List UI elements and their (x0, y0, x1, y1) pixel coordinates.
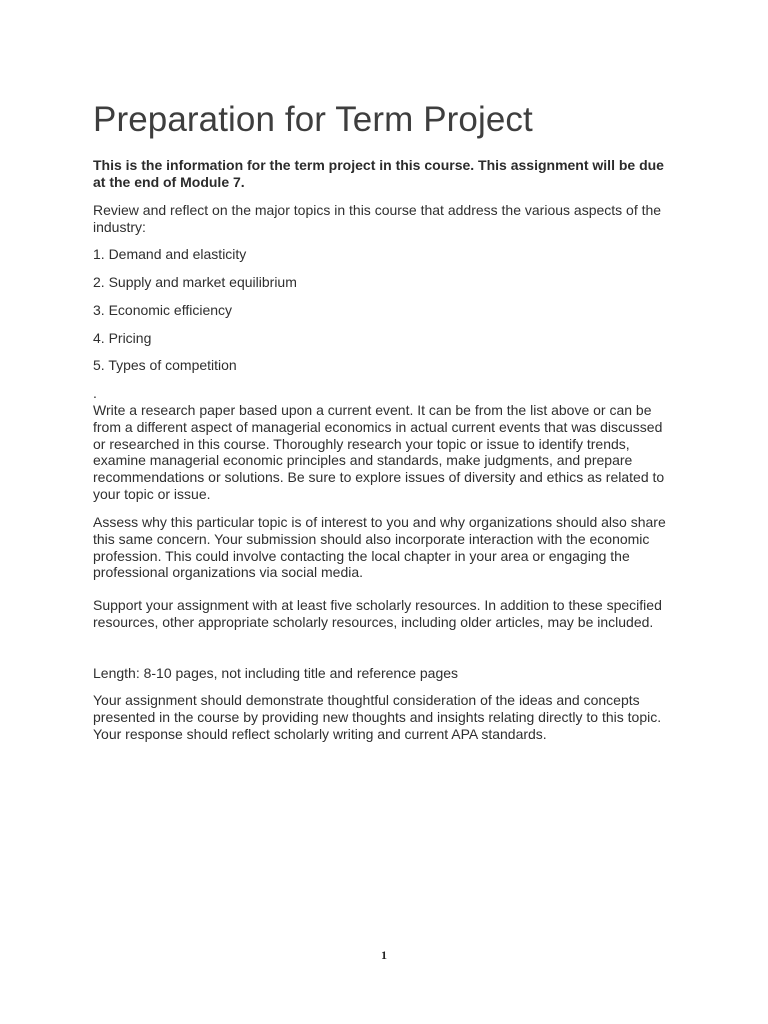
topic-item-5: 5. Types of competition (93, 357, 237, 373)
page-number: 1 (381, 948, 387, 962)
length-paragraph: Length: 8-10 pages, not including title and reference pages (93, 665, 459, 681)
topic-item-4: 4. Pricing (93, 330, 152, 346)
assess-paragraph: Assess why this particular topic is of interest to you and why organizations should also share this same concern. Your submission should also incorporate interaction with the economic profession. This could involve contacting the local chapter in your area or engaging the professional organizations via social media. (93, 514, 666, 581)
topic-item-2: 2. Supply and market equilibrium (93, 274, 297, 290)
page-title: Preparation for Term Project (93, 100, 533, 139)
intro-paragraph: This is the information for the term project in this course. This assignment will be due at the end of Module 7. (93, 157, 664, 190)
topic-item-1: 1. Demand and elasticity (93, 246, 247, 262)
research-paragraph: Write a research paper based upon a current event. It can be from the list above or can be from a different aspect of managerial economics in actual current events that was discussed or researched in this course. Thoroughly research your topic or issue to identify trends, examine managerial economic principles and standards, make judgments, and prepare recommendations or solutions. Be sure to explore issues of diversity and ethics as related to your topic or issue. (93, 402, 665, 502)
closing-paragraph: Your assignment should demonstrate thoughtful consideration of the ideas and concepts presented in the course by providing new thoughts and insights relating directly to this topic. Your response should reflect scholarly writing and current APA standards. (93, 692, 662, 742)
support-paragraph: Support your assignment with at least five scholarly resources. In addition to these specified resources, other appropriate scholarly resources, including older articles, may be included. (93, 597, 662, 630)
review-paragraph: Review and reflect on the major topics in this course that address the various aspects of the industry: (93, 202, 662, 235)
topic-item-3: 3. Economic efficiency (93, 302, 233, 318)
separator-dot: . (93, 385, 97, 401)
